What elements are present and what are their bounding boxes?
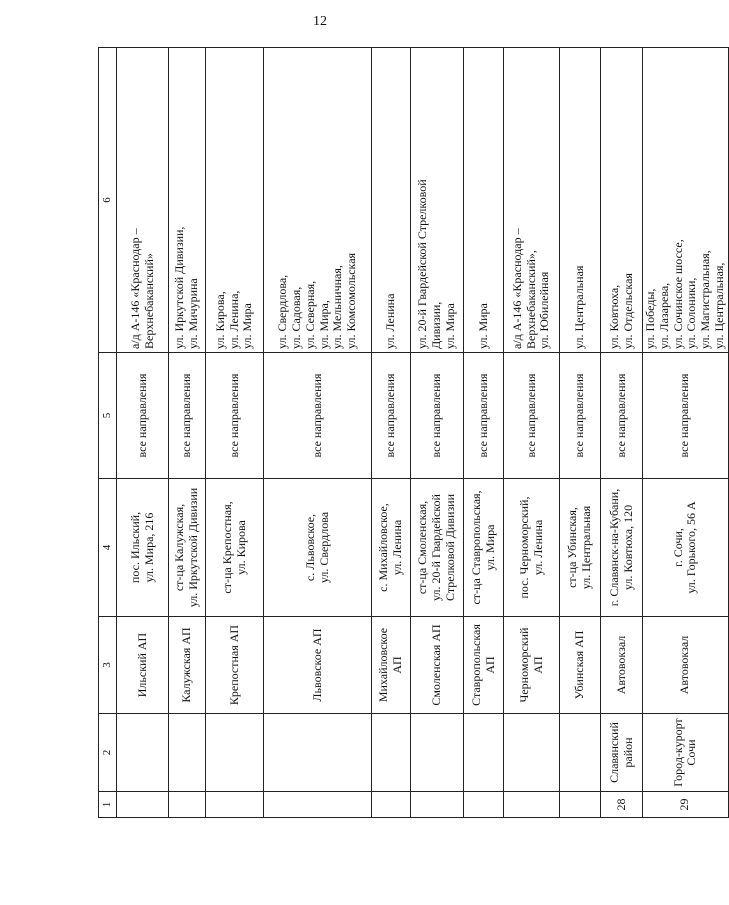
table-row: [411, 48, 464, 818]
cell-line: ул. Мира: [482, 524, 497, 571]
cell-line: ул. Мира, 216: [141, 512, 156, 583]
bus-stations-table: [98, 47, 729, 818]
cell-c3: Ставропольская АП: [464, 617, 504, 714]
cell-c2: Славянский район: [601, 714, 643, 792]
cell-c2: [411, 714, 464, 792]
cell-c3: Убинская АП: [560, 617, 601, 714]
table-row: [169, 48, 206, 818]
cell-c2: [169, 714, 206, 792]
cell-line: ул. Ленина: [383, 293, 398, 349]
cell-line: ул. Горького, 56 А: [684, 501, 699, 594]
cell-c1: 29: [643, 792, 729, 818]
cell-line: ул. Ленина,: [226, 290, 241, 349]
cell-c5: все направления: [560, 353, 601, 479]
cell-line: ул. Солоники,: [684, 277, 699, 349]
cell-line: ул. Центральная,: [711, 262, 726, 349]
cell-line: ул. Ленина: [390, 519, 404, 576]
cell-line: ул. Северная,: [302, 280, 317, 349]
cell-c6: [464, 48, 504, 353]
cell-c5: все направления: [117, 353, 169, 479]
cell-c6: [560, 48, 601, 353]
cell-c2: [464, 714, 504, 792]
cell-line: ул. Мира,: [316, 300, 331, 349]
header-cell: 3: [99, 617, 117, 714]
cell-line: г. Сочи,: [670, 528, 685, 567]
cell-line: ул. Кирова,: [212, 291, 227, 349]
cell-line: ул. Магистральная,: [698, 250, 713, 349]
cell-line: ст-ца Крепостная,: [219, 501, 234, 594]
rotated-table-wrapper: [98, 48, 726, 818]
cell-line: Стрелковой Дивизии: [442, 493, 457, 602]
cell-line: ул. Ковтюха,: [606, 284, 621, 349]
header-row: [99, 48, 117, 818]
cell-c2: [504, 714, 560, 792]
cell-c6: [372, 48, 411, 353]
cell-c4: [411, 479, 464, 617]
cell-line: ул. Мельничная,: [330, 265, 345, 349]
page-number: 12: [313, 14, 327, 29]
cell-line: ул. Центральная: [572, 265, 587, 349]
cell-c2: Город-курорт Сочи: [643, 714, 729, 792]
cell-line: г. Славянск-на-Кубани,: [606, 488, 621, 607]
cell-line: с. Михайловское,: [376, 503, 391, 592]
cell-line: ул. 20-й Гвардейской: [429, 494, 444, 601]
cell-c1: 28: [601, 792, 643, 818]
cell-c5: все направления: [206, 353, 264, 479]
cell-line: ул. Мира: [240, 303, 255, 349]
cell-c5: все направления: [643, 353, 729, 479]
cell-line: ул. Ленина: [530, 519, 545, 576]
table-row: [643, 48, 729, 818]
cell-c4: [372, 479, 411, 617]
cell-line: ул. Сочинское шоссе,: [670, 239, 685, 349]
cell-line: ул. Мичурина: [186, 278, 200, 349]
header-cell: 4: [99, 479, 117, 617]
cell-line: ул. Отдельская: [620, 273, 635, 349]
cell-line: ст-ца Убинская,: [565, 507, 580, 588]
cell-line: ул. Центральная: [579, 505, 593, 590]
cell-c4: [169, 479, 206, 617]
cell-c3: Автовокзал: [643, 617, 729, 714]
cell-c1: [504, 792, 560, 818]
cell-c2: [117, 714, 169, 792]
cell-c1: [560, 792, 601, 818]
cell-line: ул. Ковтюха, 120: [620, 504, 635, 591]
cell-c5: все направления: [169, 353, 206, 479]
cell-c5: все направления: [601, 353, 643, 479]
cell-c4: [264, 479, 372, 617]
header-cell: 2: [99, 714, 117, 792]
cell-line: ул. Кирова: [233, 520, 248, 575]
cell-line: с. Львовское,: [302, 513, 317, 582]
cell-c6: [169, 48, 206, 353]
cell-c1: [372, 792, 411, 818]
header-cell: 5: [99, 353, 117, 479]
cell-line: ул. Мира: [475, 303, 490, 349]
cell-line: ул. Свердлова,: [275, 274, 290, 349]
cell-line: ул. Юбилейная: [537, 271, 552, 349]
cell-line: ул. Свердлова: [316, 511, 331, 584]
cell-c3: Ильский АП: [117, 617, 169, 714]
cell-line: Верхнебаканский»,: [523, 250, 538, 349]
cell-line: ул. Иркутской Дивизии,: [172, 226, 187, 349]
cell-c1: [411, 792, 464, 818]
cell-c4: [504, 479, 560, 617]
cell-line: ул. 20-й Гвардейской Стрелковой: [415, 179, 430, 349]
header-cell: 1: [99, 792, 117, 818]
cell-line: пос. Черноморский,: [516, 496, 531, 599]
cell-c1: [264, 792, 372, 818]
cell-line: а/д А-146 «Краснодар –: [509, 228, 524, 349]
cell-c4: [206, 479, 264, 617]
header-cell: 6: [99, 48, 117, 353]
cell-line: а/д А-146 «Краснодар –: [127, 228, 142, 349]
cell-c3: Михайловское АП: [372, 617, 411, 714]
cell-c3: Автовокзал: [601, 617, 643, 714]
table-row: [464, 48, 504, 818]
table-row: [264, 48, 372, 818]
cell-c1: [117, 792, 169, 818]
cell-c6: [206, 48, 264, 353]
table-row: [372, 48, 411, 818]
cell-line: ул. Иркутской Дивизии: [186, 487, 200, 608]
cell-line: ст-ца Ставропольская,: [468, 490, 483, 605]
cell-line: ул. Лазарева,: [656, 282, 671, 349]
cell-c5: все направления: [264, 353, 372, 479]
cell-c6: [117, 48, 169, 353]
table-body: [99, 48, 729, 818]
cell-c2: [206, 714, 264, 792]
table-row: [504, 48, 560, 818]
cell-c5: все направления: [504, 353, 560, 479]
cell-c2: [372, 714, 411, 792]
table-row: [117, 48, 169, 818]
cell-c4: [117, 479, 169, 617]
cell-c5: все направления: [464, 353, 504, 479]
cell-line: Дивизии,: [429, 301, 444, 349]
cell-c4: [601, 479, 643, 617]
cell-c2: [560, 714, 601, 792]
cell-c3: Крепостная АП: [206, 617, 264, 714]
cell-c5: все направления: [372, 353, 411, 479]
cell-line: Верхнебаканский»: [141, 253, 156, 349]
cell-c1: [169, 792, 206, 818]
cell-c6: [601, 48, 643, 353]
cell-c4: [643, 479, 729, 617]
cell-c5: все направления: [411, 353, 464, 479]
cell-c6: [643, 48, 729, 353]
cell-line: ул. Мира: [442, 303, 457, 349]
cell-c6: [411, 48, 464, 353]
table-row: [560, 48, 601, 818]
cell-line: ул. Комсомольская: [344, 252, 359, 349]
cell-c4: [560, 479, 601, 617]
cell-c3: Львовское АП: [264, 617, 372, 714]
table-row: [601, 48, 643, 818]
cell-c3: Смоленская АП: [411, 617, 464, 714]
cell-line: пос. Ильский,: [127, 511, 142, 584]
table-row: [206, 48, 264, 818]
cell-c3: Калужская АП: [169, 617, 206, 714]
cell-line: ст-ца Смоленская,: [415, 500, 430, 595]
cell-line: ул. Садовая,: [288, 286, 303, 349]
cell-line: ул. Победы,: [643, 288, 657, 349]
cell-c1: [464, 792, 504, 818]
cell-line: ст-ца Калужская,: [172, 503, 187, 592]
cell-c3: Черноморский АП: [504, 617, 560, 714]
cell-c6: [264, 48, 372, 353]
cell-c2: [264, 714, 372, 792]
cell-c4: [464, 479, 504, 617]
cell-c6: [504, 48, 560, 353]
cell-c1: [206, 792, 264, 818]
